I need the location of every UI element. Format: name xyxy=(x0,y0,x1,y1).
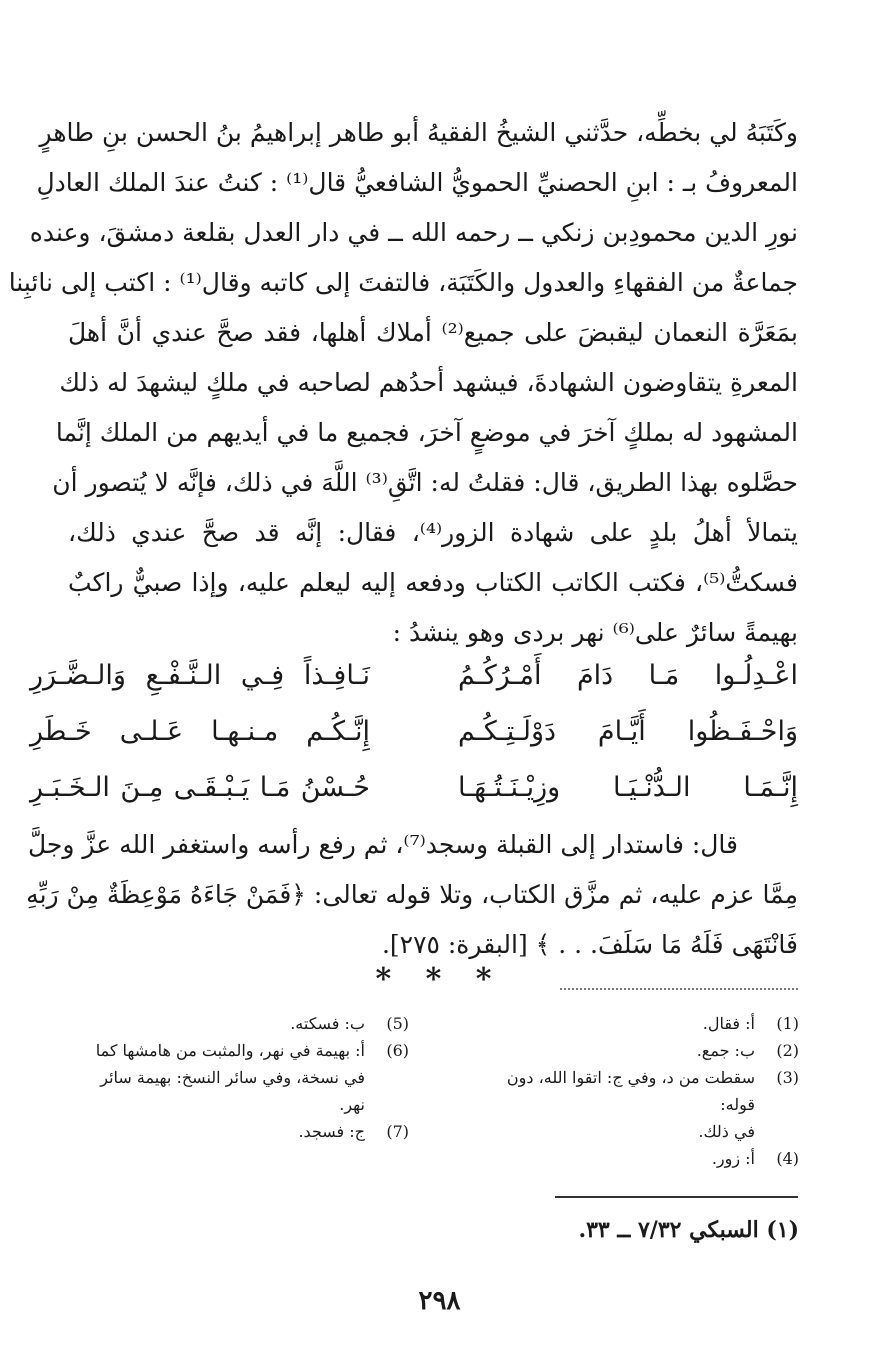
footnote-text: أ: بهيمة في نهر، والمثبت من هامشها كما xyxy=(95,1041,365,1060)
footnote-number: (2) xyxy=(776,1041,799,1060)
source-divider xyxy=(555,1196,798,1198)
footnote-text: ب: فسكته. xyxy=(290,1014,365,1033)
footnote-number: (4) xyxy=(776,1149,799,1168)
text-line: فسكتُّ⁽⁵⁾، فكتب الكاتب الكتاب ودفعه إليه ليعلم عليه، وإذا صبيٌّ راكبٌ xyxy=(68,568,798,597)
footnote xyxy=(469,1145,799,1172)
text-line: وكَتَبَهُ لي بخطِّه، حدَّثني الشيخُ الفقيهُ أبو طاهر إبراهيمُ بنُ الحسن بنِ طاهرٍ xyxy=(39,118,798,147)
verse-row xyxy=(30,648,798,704)
text-line: حصَّلوه بهذا الطريق، قال: فقلتُ له: اتَّقِ⁽³⁾ اللَّهَ في ذلك، فإنَّه لا يُتصور أن xyxy=(52,468,798,497)
footnote-number: (7) xyxy=(386,1122,409,1141)
section-separator: * * * xyxy=(375,962,504,997)
verse-first-hemistich: اعْـدِلُـوا مَـا دَامَ أَمْـرُكُـمُ xyxy=(458,660,798,691)
footnote xyxy=(469,1010,799,1037)
footnote-continuation: نهر. xyxy=(339,1095,365,1114)
text-line: جماعةٌ من الفقهاءِ والعدول والكَتَبَة، فالتفتَ إلى كاتبه وقال⁽¹⁾ : اكتب إلى نائبِنا xyxy=(8,268,798,297)
text-line: المعروفُ بـ : ابنِ الحصنيِّ الحمويُّ الشافعيُّ قال⁽¹⁾ : كنتُ عندَ الملك العادلِ xyxy=(36,168,798,197)
verse-second-hemistich: نَـافِـذاً فِـي الـنَّـفْـعِ وَالـضَّـرَرِ xyxy=(30,660,370,691)
footnote-text: سقطت من د، وفي ج: اتقوا الله، دون قوله: xyxy=(506,1068,755,1114)
verse-first-hemistich: إِنَّـمَـا الـدُّنْـيَـا وزِيْـنَـتُـهَـا xyxy=(458,772,798,803)
footnote-number: (5) xyxy=(386,1014,409,1033)
verse-second-hemistich: إِنَّـكُـم مـنـهـا عَـلـى خَـطَرِ xyxy=(30,716,370,747)
footnote-dotted-divider xyxy=(560,988,798,990)
closing-text xyxy=(26,820,798,970)
main-text xyxy=(8,108,798,658)
footnote xyxy=(49,1118,409,1145)
footnotes-left-column xyxy=(49,1010,409,1145)
text-line: بهيمةً سائرٌ على⁽⁶⁾ نهر بردى وهو ينشدُ : xyxy=(392,618,798,647)
page-number: ٢٩٨ xyxy=(418,1286,461,1316)
text-line: مِمَّا عزم عليه، ثم مزَّق الكتاب، وتلا قوله تعالى: ﴿فَمَنْ جَاءَهُ مَوْعِظَةٌ مِنْ رَبِّهِ xyxy=(26,880,798,909)
text-line: يتمالأ أهلُ بلدٍ على شهادة الزور⁽⁴⁾، فقال: إنَّه قد صحَّ عندي ذلك، xyxy=(68,518,798,547)
text-line: فَانْتَهَى فَلَهُ مَا سَلَفَ. . . ﴾ [البقرة: ٢٧٥]. xyxy=(381,930,798,959)
text-line: بمَعَرَّة النعمان ليقبضَ على جميع⁽²⁾ أملاك أهلها، فقد صحَّ عندي أنَّ أهلَ xyxy=(68,318,798,347)
text-line: المعرةِ يتقاوضون الشهادةَ، فيشهد أحدُهم لصاحبه في ملكٍ ليشهدَ له ذلك xyxy=(59,368,798,397)
verse-row xyxy=(30,760,798,816)
verse-second-hemistich: حُـسْنُ مَـا يَـبْـقَـى مِـنَ الـخَـبَـرِ xyxy=(30,772,370,803)
footnote-text: أ: زور. xyxy=(711,1149,755,1168)
poem xyxy=(30,648,798,816)
verse-first-hemistich: وَاحْـفَـظُوا أَيَّـامَ دَوْلَـتِـكُـم xyxy=(458,716,798,747)
footnote-number: (3) xyxy=(776,1068,799,1087)
footnote-text: أ: فقال. xyxy=(702,1014,755,1033)
footnote xyxy=(469,1064,799,1118)
text-line: قال: فاستدار إلى القبلة وسجد⁽⁷⁾، ثم رفع رأسه واستغفر الله عزَّ وجلَّ xyxy=(28,830,738,859)
footnote-text: ب: جمع. xyxy=(696,1041,755,1060)
footnotes-right-column xyxy=(469,1010,799,1172)
source-note: (١) السبكي ٧/٣٢ ــ ٣٣. xyxy=(578,1217,799,1243)
footnote-number: (1) xyxy=(776,1014,799,1033)
footnote-number: (6) xyxy=(386,1041,409,1060)
footnote xyxy=(469,1037,799,1064)
footnote-continuation: في ذلك. xyxy=(698,1122,755,1141)
footnote-text: ج: فسجد. xyxy=(298,1122,365,1141)
footnote xyxy=(49,1010,409,1037)
text-line: نورِ الدين محمودِبن زنكي ــ رحمه الله ــ في دار العدل بقلعة دمشقَ، وعنده xyxy=(29,218,798,247)
footnote-continuation: في نسخة، وفي سائر النسخ: بهيمة سائر xyxy=(100,1068,365,1087)
text-line: المشهود له بملكٍ آخرَ في موضعٍ آخرَ، فجميع ما في أيديهم من الملك إنَّما xyxy=(55,418,798,447)
footnote xyxy=(49,1037,409,1064)
verse-row xyxy=(30,704,798,760)
